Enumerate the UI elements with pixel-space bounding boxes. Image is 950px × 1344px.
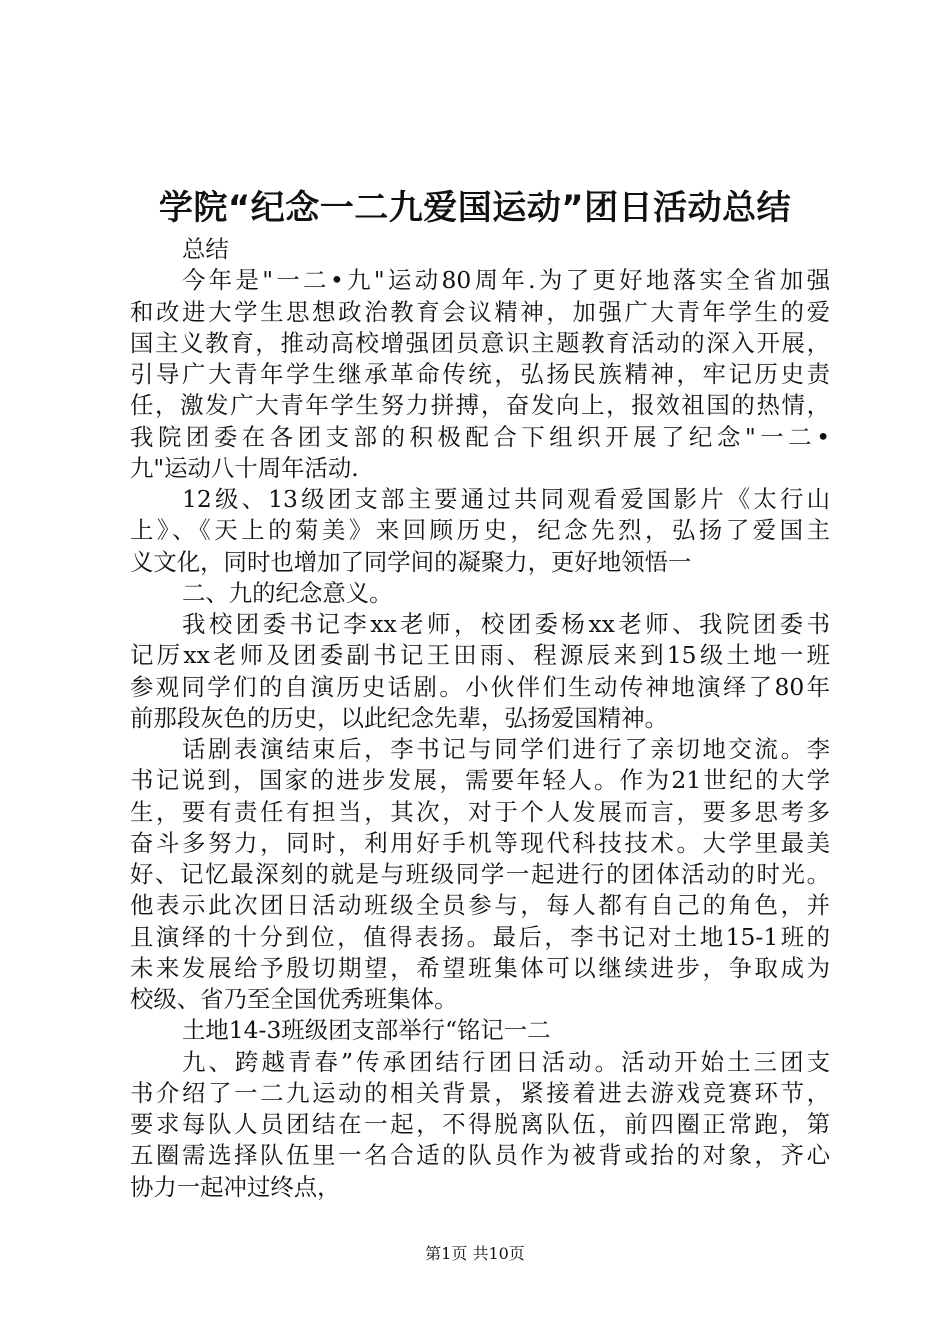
body-line: 校级、省乃至全国优秀班集体。 — [130, 985, 458, 1013]
body-line: 二、九的纪念意义。 — [182, 578, 393, 607]
body-line: 今年是"一二•九"运动80周年.为了更好地落实全省加强 — [182, 266, 830, 295]
body-line: 上》、《天上的菊美》来回顾历史，纪念先烈，弘扬了爱国主 — [130, 516, 830, 545]
body-line: 我院团委在各团支部的积极配合下组织开展了纪念"一二• — [130, 422, 830, 451]
body-line: 和改进大学生思想政治教育会议精神，加强广大青年学生的爱 — [130, 297, 830, 326]
body-line: 协力一起冲过终点， — [130, 1172, 341, 1201]
body-line: 九"运动八十周年活动. — [130, 453, 359, 482]
body-line: 要求每队人员团结在一起，不得脱离队伍，前四圈正常跑，第 — [130, 1110, 830, 1138]
body-line: 我校团委书记李xx老师，校团委杨xx老师、我院团委书 — [182, 610, 830, 638]
body-line: 书介绍了一二九运动的相关背景，紧接着进去游戏竞赛环节， — [130, 1078, 830, 1107]
body-line: 他表示此次团日活动班级全员参与，每人都有自己的角色，并 — [130, 891, 830, 920]
document-title: 学院“纪念一二九爱国运动”团日活动总结 — [158, 188, 792, 228]
body-line: 记厉xx老师及团委副书记王田雨、程源辰来到15级土地一班 — [130, 641, 830, 670]
body-line: 总结 — [182, 235, 229, 263]
document-body — [130, 234, 830, 1203]
body-line: 义文化，同时也增加了同学间的凝聚力，更好地领悟一 — [130, 547, 692, 576]
body-line: 且演绎的十分到位，值得表扬。最后，李书记对土地15-1班的 — [130, 922, 830, 951]
body-line: 生，要有责任有担当，其次，对于个人发展而言，要多思考多 — [130, 797, 830, 826]
body-line: 好、记忆最深刻的就是与班级同学一起进行的团体活动的时光。 — [130, 860, 830, 888]
body-line: 五圈需选择队伍里一名合适的队员作为被背或抬的对象，齐心 — [130, 1141, 830, 1170]
body-line: 参观同学们的自演历史话剧。小伙伴们生动传神地演绎了80年 — [130, 672, 830, 701]
body-line: 话剧表演结束后，李书记与同学们进行了亲切地交流。李 — [182, 735, 830, 763]
body-line: 奋斗多努力，同时，利用好手机等现代科技技术。大学里最美 — [130, 828, 830, 857]
body-line: 未来发展给予殷切期望，希望班集体可以继续进步，争取成为 — [130, 953, 830, 982]
body-line: 任，激发广大青年学生努力拼搏，奋发向上，报效祖国的热情， — [130, 391, 830, 420]
body-line: 国主义教育，推动高校增强团员意识主题教育活动的深入开展， — [130, 328, 830, 357]
page-footer: 第1页 共10页 — [425, 1244, 525, 1263]
body-line: 土地14-3班级团支部举行“铭记一二 — [182, 1016, 551, 1045]
body-line: 九、跨越青春”传承团结行团日活动。活动开始土三团支 — [182, 1047, 830, 1076]
body-line: 前那段灰色的历史，以此纪念先辈，弘扬爱国精神。 — [130, 703, 668, 732]
body-line: 书记说到，国家的进步发展，需要年轻人。作为21世纪的大学 — [130, 766, 830, 795]
body-line: 12级、13级团支部主要通过共同观看爱国影片《太行山 — [182, 485, 830, 513]
body-line: 引导广大青年学生继承革命传统，弘扬民族精神，牢记历史责 — [130, 360, 830, 388]
